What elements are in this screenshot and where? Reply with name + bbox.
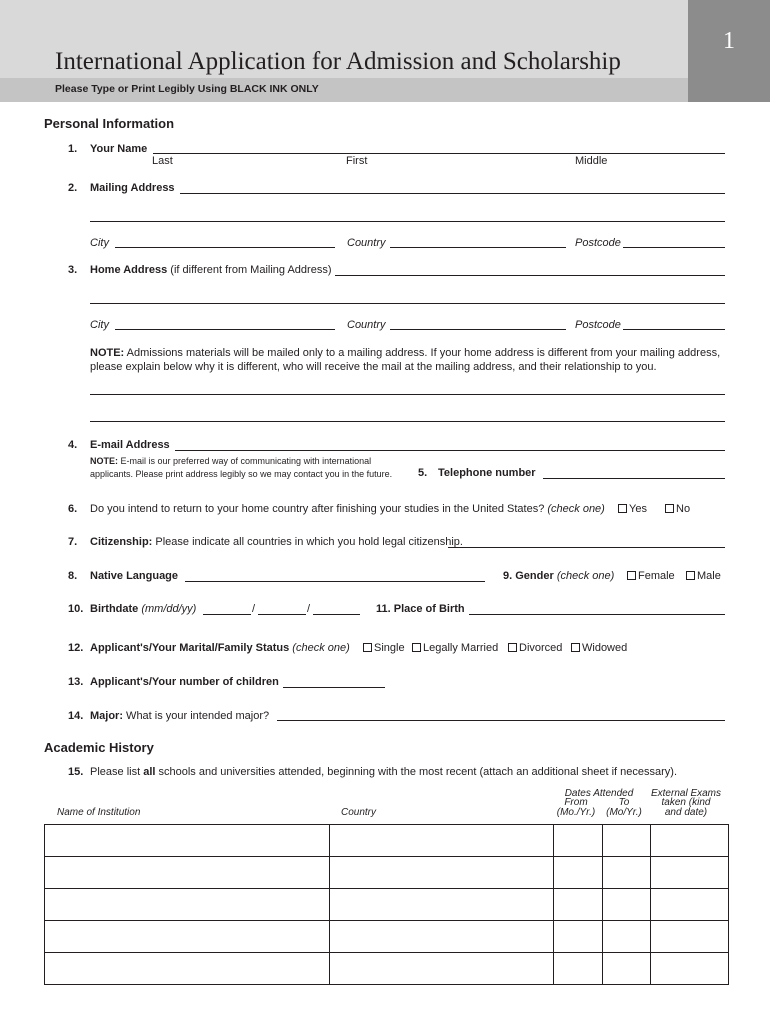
q1-number: 1. (68, 143, 78, 155)
q10-number: 10. (68, 603, 84, 615)
institution-cell[interactable] (45, 921, 330, 953)
marital-status-text: Applicant's/Your Marital/Family Status (90, 642, 290, 654)
gender-label: Gender (515, 570, 554, 582)
return-yes-checkbox[interactable] (618, 504, 627, 513)
telephone-label: Telephone number (438, 467, 536, 479)
q3-number: 3. (68, 264, 78, 276)
place-of-birth-field[interactable] (469, 614, 725, 615)
mailing-postcode-label: Postcode (575, 237, 621, 249)
return-no-checkbox[interactable] (665, 504, 674, 513)
institutions-table (44, 824, 729, 985)
mailing-postcode-field[interactable] (623, 247, 725, 248)
mailing-address-field-2[interactable] (90, 221, 725, 222)
return-yes-label: Yes (629, 503, 647, 515)
form-instructions: Please Type or Print Legibly Using BLACK INK ONLY (55, 83, 319, 95)
home-postcode-field[interactable] (623, 329, 725, 330)
email-note-line-2: applicants. Please print address legibly so we may contact you in the future. (90, 469, 393, 479)
institution-cell[interactable] (45, 857, 330, 889)
home-address-field-1[interactable] (335, 275, 725, 276)
return-no-option[interactable] (665, 503, 690, 515)
q14-number: 14. (68, 710, 84, 722)
q2-number: 2. (68, 182, 78, 194)
q13-number: 13. (68, 676, 84, 688)
major-text: What is your intended major? (123, 710, 270, 722)
from-date-cell[interactable] (554, 953, 603, 985)
from-date-cell[interactable] (554, 889, 603, 921)
marital-status-hint: (check one) (289, 642, 350, 654)
home-address-label (90, 264, 331, 276)
mailing-address-field-1[interactable] (180, 193, 725, 194)
your-name-field[interactable] (153, 153, 725, 154)
marital-widowed-checkbox[interactable] (571, 643, 580, 652)
mailing-country-label: Country (347, 237, 386, 249)
marital-married-checkbox[interactable] (412, 643, 421, 652)
home-postcode-label: Postcode (575, 319, 621, 331)
table-row (45, 889, 729, 921)
children-field[interactable] (283, 687, 385, 688)
schools-text-before: Please list (90, 766, 144, 778)
table-row (45, 825, 729, 857)
first-name-caption: First (346, 155, 368, 167)
country-cell[interactable] (330, 825, 554, 857)
email-label: E-mail Address (90, 439, 170, 451)
citizenship-question (90, 536, 463, 548)
table-row (45, 857, 729, 889)
birthdate-label (90, 603, 196, 615)
gender-male-checkbox[interactable] (686, 571, 695, 580)
q9-number: 9. (503, 570, 513, 582)
return-yes-option[interactable] (618, 503, 647, 515)
marital-widowed-label: Widowed (582, 642, 628, 654)
form-title: International Application for Admission and Scholarship (55, 48, 621, 75)
major-question (90, 710, 269, 722)
mailing-note-line-2: please explain below why it is different, who will receive the mail at the mailing address, and their relationship to you. (90, 361, 657, 373)
personal-information-heading: Personal Information (44, 116, 175, 131)
return-no-label: No (676, 503, 691, 515)
to-date-cell[interactable] (603, 921, 651, 953)
home-country-field[interactable] (390, 329, 566, 330)
country-cell[interactable] (330, 889, 554, 921)
from-date-cell[interactable] (554, 857, 603, 889)
return-home-text: Do you intend to return to your home country after finishing your studies in the United States? (90, 503, 545, 515)
return-home-hint: (check one) (544, 503, 605, 515)
col-header-country: Country (341, 807, 377, 818)
col-header-exams-1: External Exams (650, 788, 722, 799)
q7-number: 7. (68, 536, 78, 548)
to-date-cell[interactable] (603, 953, 651, 985)
citizenship-label: Citizenship: (90, 536, 153, 548)
marital-single-option[interactable] (363, 642, 405, 654)
col-header-from-unit: (Mo./Yr.) (556, 807, 596, 818)
home-address-label-text: Home Address (90, 264, 168, 276)
email-note-prefix: NOTE: (90, 456, 118, 466)
to-date-cell[interactable] (603, 857, 651, 889)
marital-married-label: Legally Married (423, 642, 499, 654)
mailing-note-prefix: NOTE: (90, 347, 125, 359)
exams-cell[interactable] (651, 857, 729, 889)
birthdate-label-text: Birthdate (90, 603, 139, 615)
mailing-note-text-1: Admissions materials will be mailed only to a mailing address. If your home address is different from your mailing address, (124, 347, 721, 359)
return-home-question (90, 503, 605, 515)
native-language-field[interactable] (185, 581, 485, 582)
home-address-label-note: (if different from Mailing Address) (167, 264, 332, 276)
your-name-label: Your Name (90, 143, 148, 155)
q15-number: 15. (68, 766, 84, 778)
gender-female-label: Female (638, 570, 675, 582)
marital-single-label: Single (374, 642, 405, 654)
birthdate-separator-1: / (252, 603, 256, 615)
schools-text-after: schools and universities attended, beginning with the most recent (attach an additional sheet if necessary). (155, 766, 678, 778)
birthdate-separator-2: / (307, 603, 311, 615)
mailing-city-field[interactable] (115, 247, 335, 248)
academic-history-heading: Academic History (44, 740, 154, 755)
mailing-note-line-1 (90, 347, 720, 359)
q5-number: 5. (418, 467, 428, 479)
major-field[interactable] (277, 720, 725, 721)
marital-married-option[interactable] (412, 642, 498, 654)
q6-number: 6. (68, 503, 78, 515)
last-name-caption: Last (152, 155, 173, 167)
institution-cell[interactable] (45, 825, 330, 857)
marital-status-label (90, 642, 350, 654)
exams-cell[interactable] (651, 889, 729, 921)
home-address-field-2[interactable] (90, 303, 725, 304)
native-language-label: Native Language (90, 570, 179, 582)
gender-male-label: Male (697, 570, 721, 582)
table-row (45, 953, 729, 985)
exams-cell[interactable] (651, 825, 729, 857)
col-header-from: From (564, 797, 588, 808)
to-date-cell[interactable] (603, 825, 651, 857)
citizenship-field[interactable] (448, 547, 725, 548)
col-header-to: To (618, 797, 630, 808)
mailing-city-label: City (90, 237, 109, 249)
page-number: 1 (723, 28, 735, 54)
marital-divorced-label: Divorced (519, 642, 563, 654)
mailing-address-label: Mailing Address (90, 182, 175, 194)
mailing-country-field[interactable] (390, 247, 566, 248)
exams-cell[interactable] (651, 921, 729, 953)
country-cell[interactable] (330, 921, 554, 953)
birth-year-field[interactable] (313, 614, 360, 615)
children-label: Applicant's/Your number of children (90, 676, 279, 688)
table-row (45, 921, 729, 953)
schools-instruction (90, 766, 677, 778)
institution-cell[interactable] (45, 889, 330, 921)
country-cell[interactable] (330, 953, 554, 985)
col-header-to-unit: (Mo/Yr.) (606, 807, 642, 818)
gender-female-checkbox[interactable] (627, 571, 636, 580)
gender-question (503, 570, 614, 582)
major-label: Major: (90, 710, 123, 722)
from-date-cell[interactable] (554, 825, 603, 857)
explanation-field-2[interactable] (90, 421, 725, 422)
explanation-field-1[interactable] (90, 394, 725, 395)
gender-hint: (check one) (553, 570, 615, 582)
schools-text-emph: all (143, 766, 156, 778)
col-header-exams-2: taken (kind (661, 797, 711, 808)
citizenship-text: Please indicate all countries in which you hold legal citizenship. (152, 536, 463, 548)
gender-male-option[interactable] (686, 570, 721, 582)
q8-number: 8. (68, 570, 78, 582)
gender-female-option[interactable] (627, 570, 675, 582)
institution-cell[interactable] (45, 953, 330, 985)
place-of-birth-text: Place of Birth (393, 603, 465, 615)
email-note-line-1 (90, 456, 371, 466)
q12-number: 12. (68, 642, 84, 654)
birth-month-field[interactable] (203, 614, 251, 615)
q11-number: 11. (376, 603, 391, 615)
place-of-birth-label (376, 603, 465, 615)
birthdate-format-hint: (mm/dd/yy) (138, 603, 197, 615)
home-city-field[interactable] (115, 329, 335, 330)
home-country-label: Country (347, 319, 386, 331)
email-field[interactable] (175, 450, 725, 451)
home-city-label: City (90, 319, 109, 331)
marital-divorced-option[interactable] (508, 642, 562, 654)
marital-single-checkbox[interactable] (363, 643, 372, 652)
q4-number: 4. (68, 439, 78, 451)
middle-name-caption: Middle (575, 155, 608, 167)
from-date-cell[interactable] (554, 921, 603, 953)
col-header-institution: Name of Institution (57, 807, 141, 818)
col-header-exams-3: and date) (664, 807, 708, 818)
birth-day-field[interactable] (258, 614, 306, 615)
country-cell[interactable] (330, 857, 554, 889)
exams-cell[interactable] (651, 953, 729, 985)
marital-widowed-option[interactable] (571, 642, 627, 654)
email-note-text-1: E-mail is our preferred way of communicating with international (118, 456, 372, 466)
col-header-dates: Dates Attended (564, 788, 634, 799)
telephone-field[interactable] (543, 478, 725, 479)
marital-divorced-checkbox[interactable] (508, 643, 517, 652)
to-date-cell[interactable] (603, 889, 651, 921)
